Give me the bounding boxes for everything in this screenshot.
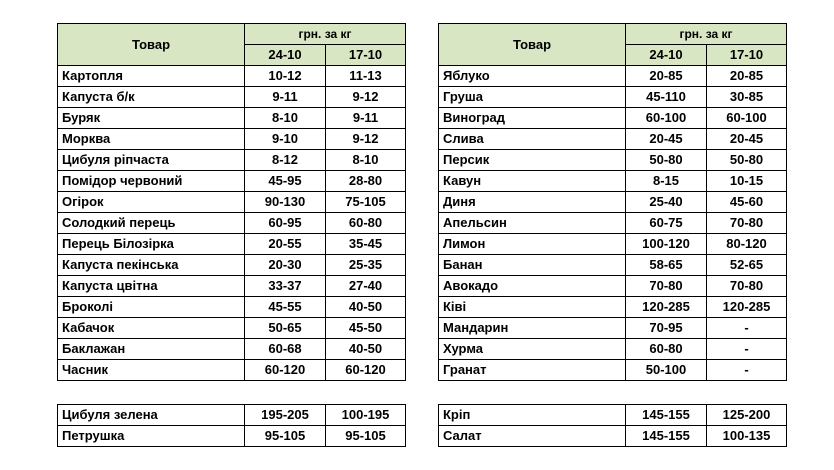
product-name-cell: Мандарин [439,318,626,339]
price-cell-date1: 45-110 [626,87,707,108]
price-cell-date1: 8-10 [245,108,326,129]
price-cell-date1: 50-65 [245,318,326,339]
price-cell-date1: 50-100 [626,360,707,381]
product-name-cell: Персик [439,150,626,171]
product-name-cell: Огірок [58,192,245,213]
product-name-cell: Авокадо [439,276,626,297]
product-name-cell: Салат [439,426,626,447]
price-cell-date2: 25-35 [326,255,406,276]
table-row [439,234,787,255]
product-name-cell: Цибуля ріпчаста [58,150,245,171]
price-cell-date2: 45-50 [326,318,406,339]
product-name-cell: Перець Білозірка [58,234,245,255]
header-row [58,24,406,45]
price-cell-date2: 52-65 [707,255,787,276]
table-row [58,171,406,192]
price-cell-date2: 100-195 [326,405,406,426]
product-name-cell: Виноград [439,108,626,129]
herbs-price-table [438,404,787,447]
table-body [439,405,787,447]
price-cell-date1: 10-12 [245,66,326,87]
price-cell-date1: 20-45 [626,129,707,150]
price-cell-date1: 100-120 [626,234,707,255]
product-name-cell: Кавун [439,171,626,192]
product-name-cell: Банан [439,255,626,276]
price-cell-date1: 90-130 [245,192,326,213]
product-name-cell: Часник [58,360,245,381]
product-name-cell: Ківі [439,297,626,318]
table-row [439,192,787,213]
table-row [58,108,406,129]
price-cell-date1: 8-12 [245,150,326,171]
price-cell-date2: 125-200 [707,405,787,426]
price-cell-date2: 8-10 [326,150,406,171]
product-name-cell: Апельсин [439,213,626,234]
price-cell-date2: - [707,360,787,381]
product-name-cell: Цибуля зелена [58,405,245,426]
price-cell-date1: 70-95 [626,318,707,339]
table-row [58,360,406,381]
table-row [439,66,787,87]
product-name-cell: Солодкий перець [58,213,245,234]
table-row [439,297,787,318]
product-name-cell: Кабачок [58,318,245,339]
price-cell-date2: 9-11 [326,108,406,129]
price-cell-date1: 60-120 [245,360,326,381]
table-row [439,150,787,171]
product-name-cell: Лимон [439,234,626,255]
price-cell-date2: 9-12 [326,87,406,108]
table-row [439,318,787,339]
price-cell-date2: 9-12 [326,129,406,150]
price-cell-date2: 50-80 [707,150,787,171]
price-cell-date2: 28-80 [326,171,406,192]
price-cell-date1: 45-55 [245,297,326,318]
product-column-header: Товар [58,24,245,66]
table-row [439,213,787,234]
price-cell-date2: 70-80 [707,213,787,234]
table-row [58,426,406,447]
table-row [439,339,787,360]
price-cell-date1: 20-30 [245,255,326,276]
price-cell-date2: - [707,318,787,339]
table-body [58,405,406,447]
table-row [58,66,406,87]
product-name-cell: Гранат [439,360,626,381]
table-row [58,255,406,276]
price-cell-date2: 75-105 [326,192,406,213]
price-cell-date1: 20-55 [245,234,326,255]
product-name-cell: Слива [439,129,626,150]
price-cell-date2: 30-85 [707,87,787,108]
price-cell-date1: 60-95 [245,213,326,234]
product-name-cell: Морква [58,129,245,150]
product-name-cell: Груша [439,87,626,108]
greens-price-table [57,404,406,447]
table-row [58,150,406,171]
price-cell-date1: 60-100 [626,108,707,129]
product-name-cell: Петрушка [58,426,245,447]
product-name-cell: Капуста пекінська [58,255,245,276]
date-column-header: 17-10 [707,45,787,66]
table-row [58,276,406,297]
price-cell-date1: 45-95 [245,171,326,192]
date-column-header: 24-10 [245,45,326,66]
price-cell-date1: 58-65 [626,255,707,276]
product-name-cell: Капуста б/к [58,87,245,108]
table-row [58,213,406,234]
table-row [58,297,406,318]
table-row [439,426,787,447]
table-row [439,405,787,426]
table-row [439,108,787,129]
price-cell-date1: 9-11 [245,87,326,108]
table-body [58,66,406,381]
header-row [439,24,787,45]
price-cell-date1: 60-75 [626,213,707,234]
price-cell-date2: 11-13 [326,66,406,87]
price-cell-date1: 195-205 [245,405,326,426]
price-cell-date2: 10-15 [707,171,787,192]
price-cell-date2: 100-135 [707,426,787,447]
price-cell-date2: 95-105 [326,426,406,447]
product-name-cell: Баклажан [58,339,245,360]
table-row [439,129,787,150]
price-cell-date2: 60-100 [707,108,787,129]
price-cell-date1: 33-37 [245,276,326,297]
product-name-cell: Яблуко [439,66,626,87]
table-row [439,255,787,276]
product-name-cell: Хурма [439,339,626,360]
price-cell-date1: 50-80 [626,150,707,171]
price-cell-date2: 27-40 [326,276,406,297]
product-name-cell: Кріп [439,405,626,426]
date-column-header: 24-10 [626,45,707,66]
price-cell-date1: 145-155 [626,405,707,426]
product-name-cell: Картопля [58,66,245,87]
product-column-header: Товар [439,24,626,66]
table-row [439,171,787,192]
price-cell-date2: 80-120 [707,234,787,255]
product-name-cell: Броколі [58,297,245,318]
price-cell-date1: 60-68 [245,339,326,360]
table-row [58,339,406,360]
price-cell-date1: 8-15 [626,171,707,192]
price-cell-date2: 20-45 [707,129,787,150]
price-cell-date2: 40-50 [326,297,406,318]
vegetable-price-table [57,23,406,381]
price-unit-header: грн. за кг [626,24,787,45]
product-name-cell: Капуста цвітна [58,276,245,297]
price-cell-date1: 95-105 [245,426,326,447]
price-cell-date1: 25-40 [626,192,707,213]
product-name-cell: Буряк [58,108,245,129]
price-cell-date1: 120-285 [626,297,707,318]
price-cell-date2: 45-60 [707,192,787,213]
product-name-cell: Помідор червоний [58,171,245,192]
price-cell-date2: 35-45 [326,234,406,255]
price-cell-date2: 40-50 [326,339,406,360]
price-cell-date2: 120-285 [707,297,787,318]
price-cell-date2: 20-85 [707,66,787,87]
table-row [58,129,406,150]
price-cell-date1: 70-80 [626,276,707,297]
table-row [439,276,787,297]
table-row [58,318,406,339]
price-cell-date1: 145-155 [626,426,707,447]
table-row [439,360,787,381]
price-cell-date2: - [707,339,787,360]
price-cell-date1: 9-10 [245,129,326,150]
price-cell-date1: 20-85 [626,66,707,87]
price-cell-date2: 70-80 [707,276,787,297]
price-unit-header: грн. за кг [245,24,406,45]
table-row [58,234,406,255]
price-cell-date2: 60-120 [326,360,406,381]
table-row [58,405,406,426]
price-cell-date2: 60-80 [326,213,406,234]
table-row [58,87,406,108]
price-cell-date1: 60-80 [626,339,707,360]
table-body [439,66,787,381]
table-row [439,87,787,108]
product-name-cell: Диня [439,192,626,213]
date-column-header: 17-10 [326,45,406,66]
table-row [58,192,406,213]
fruit-price-table [438,23,787,381]
